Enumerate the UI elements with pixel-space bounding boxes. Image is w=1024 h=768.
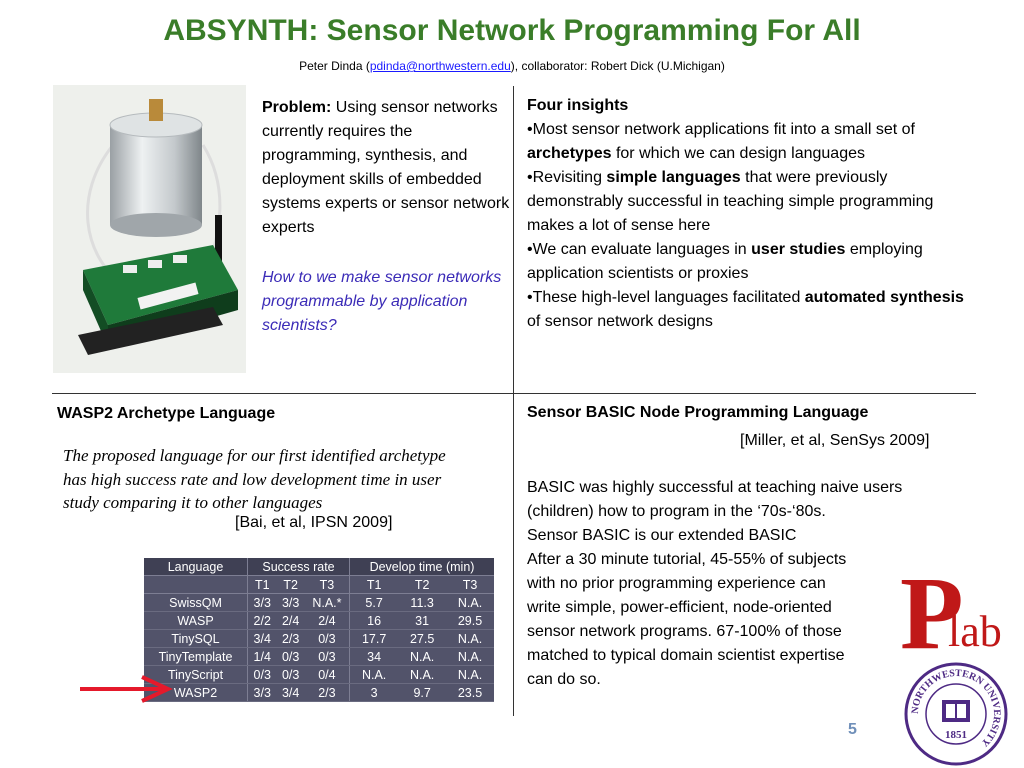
slide-title: ABSYNTH: Sensor Network Programming For All: [163, 14, 861, 47]
basic-title: Sensor BASIC Node Programming Language: [527, 404, 869, 421]
byline-suffix: ), collaborator: Robert Dick (U.Michigan): [510, 59, 725, 73]
table-cell: N.A.: [446, 648, 494, 666]
table-cell: 5.7: [350, 594, 399, 612]
northwestern-seal-icon: [904, 662, 1008, 766]
table-cell: 3/3: [248, 594, 277, 612]
table-cell: 3/3: [248, 684, 277, 702]
insights-heading: Four insights: [527, 97, 629, 114]
subcol-header: T1: [350, 576, 399, 594]
subcol-header: T2: [398, 576, 446, 594]
red-arrow-icon: [78, 674, 178, 704]
problem-question: How to we make sensor networks programmable by application scientists?: [262, 269, 502, 334]
row-language: WASP2: [144, 684, 248, 702]
table-row: [144, 594, 494, 612]
table-cell: 17.7: [350, 630, 399, 648]
four-insights: [527, 94, 967, 334]
subcol-header: T1: [248, 576, 277, 594]
problem-label: Problem:: [262, 99, 332, 116]
horizontal-divider: [52, 393, 976, 394]
plab-p: P: [900, 562, 964, 658]
table-cell: N.A.: [446, 630, 494, 648]
table-subheader-row: [144, 576, 494, 594]
basic-line: After a 30 minute tutorial, 45-55% of subjects with no prior programming experience can write simple, power-efficient, node-oriented sensor network programs. 67-100% of those matched to typical domain scientist expertise can do so.: [527, 551, 847, 688]
table-cell: 34: [350, 648, 399, 666]
table-cell: 2/4: [277, 612, 305, 630]
table-cell: 2/3: [277, 630, 305, 648]
insight-item: •We can evaluate languages in user studies employing application scientists or proxies: [527, 241, 923, 282]
table-cell: 0/3: [248, 666, 277, 684]
col-language-header: Language: [144, 558, 248, 576]
table-cell: 9.7: [398, 684, 446, 702]
problem-text: Using sensor networks currently requires the programming, synthesis, and deployment skills of embedded systems experts or sensor network experts: [262, 99, 510, 236]
row-language: WASP: [144, 612, 248, 630]
table-cell: N.A.: [398, 648, 446, 666]
table-cell: 16: [350, 612, 399, 630]
subcol-header: T3: [446, 576, 494, 594]
table-cell: 3/3: [277, 594, 305, 612]
table-cell: 3/4: [248, 630, 277, 648]
table-cell: N.A.: [350, 666, 399, 684]
table-cell: 2/4: [305, 612, 350, 630]
page-number: 5: [848, 721, 857, 738]
wasp-citation: [Bai, et al, IPSN 2009]: [235, 514, 393, 531]
table-cell: N.A.*: [305, 594, 350, 612]
table-cell: N.A.: [446, 594, 494, 612]
develop-time-header: Develop time (min): [350, 558, 494, 576]
table-cell: N.A.: [446, 666, 494, 684]
vertical-divider: [513, 86, 514, 716]
table-row: [144, 666, 494, 684]
insight-item: •Most sensor network applications fit into a small set of archetypes for which we can design languages: [527, 121, 915, 162]
table-row: [144, 612, 494, 630]
table-cell: N.A.: [398, 666, 446, 684]
table-cell: 0/3: [305, 648, 350, 666]
table-row: [144, 684, 494, 702]
row-language: TinyTemplate: [144, 648, 248, 666]
table-row: [144, 648, 494, 666]
seal-year: 1851: [945, 729, 967, 741]
wasp-title: WASP2 Archetype Language: [57, 405, 276, 422]
table-cell: 27.5: [398, 630, 446, 648]
results-table: [144, 558, 494, 702]
table-cell: 0/3: [277, 666, 305, 684]
insight-item: •Revisiting simple languages that were previously demonstrably successful in teaching simple programming makes a lot of sense here: [527, 169, 934, 234]
table-cell: 0/3: [305, 630, 350, 648]
seal-text: NORTHWESTERN UNIVERSITY: [909, 667, 1003, 749]
table-cell: 2/3: [305, 684, 350, 702]
subcol-header: T3: [305, 576, 350, 594]
table-cell: 23.5: [446, 684, 494, 702]
table-cell: 31: [398, 612, 446, 630]
success-rate-header: Success rate: [248, 558, 350, 576]
problem-statement: [262, 96, 512, 240]
bullet-icon: •: [527, 169, 533, 186]
bullet-icon: •: [527, 289, 533, 306]
insight-item: •These high-level languages facilitated automated synthesis of sensor network designs: [527, 289, 964, 330]
table-cell: 2/2: [248, 612, 277, 630]
byline: [0, 59, 1024, 73]
table-cell: 29.5: [446, 612, 494, 630]
table-cell: 3/4: [277, 684, 305, 702]
plab-text: lab: [948, 607, 1002, 656]
bullet-icon: •: [527, 121, 533, 138]
table-header-row: [144, 558, 494, 576]
basic-citation: [Miller, et al, SenSys 2009]: [740, 432, 930, 449]
table-cell: 1/4: [248, 648, 277, 666]
basic-line: BASIC was highly successful at teaching naive users (children) how to program in the ‘70s-‘80s.: [527, 479, 903, 520]
subcol-header: T2: [277, 576, 305, 594]
row-language: TinyScript: [144, 666, 248, 684]
table-cell: 11.3: [398, 594, 446, 612]
sensor-node-photo: [53, 85, 246, 373]
table-cell: 3: [350, 684, 399, 702]
wasp-description: The proposed language for our first identified archetype has high success rate and low development time in user study comparing it to other languages: [63, 446, 446, 512]
email-link[interactable]: pdinda@northwestern.edu: [369, 59, 511, 73]
table-cell: 0/3: [277, 648, 305, 666]
byline-prefix: Peter Dinda (: [299, 59, 370, 73]
plab-logo-icon: [898, 562, 1024, 658]
row-language: TinySQL: [144, 630, 248, 648]
table-row: [144, 630, 494, 648]
table-cell: 0/4: [305, 666, 350, 684]
row-language: SwissQM: [144, 594, 248, 612]
basic-line: Sensor BASIC is our extended BASIC: [527, 527, 797, 544]
bullet-icon: •: [527, 241, 533, 258]
